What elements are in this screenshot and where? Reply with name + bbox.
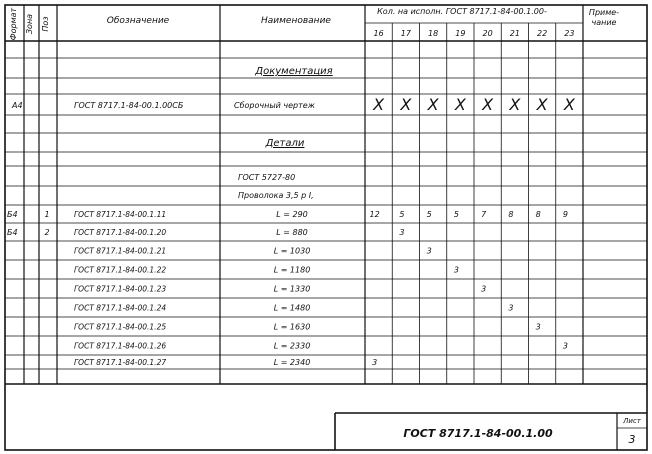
assembly-designation: ГОСТ 8717.1-84-00.1.00СБ bbox=[74, 101, 184, 110]
table-header bbox=[9, 7, 619, 40]
row-quantity: 7 bbox=[481, 210, 487, 219]
assembly-format: А4 bbox=[12, 101, 23, 110]
row-quantity: 8 bbox=[508, 210, 514, 219]
section-documentation: Документация bbox=[255, 66, 333, 77]
row-designation: ГОСТ 8717.1-84-00.1.11 bbox=[74, 210, 167, 219]
table-row bbox=[74, 358, 377, 367]
row-name: L = 1030 bbox=[273, 246, 311, 256]
row-name: L = 1330 bbox=[273, 284, 311, 294]
row-designation: ГОСТ 8717.1-84-00.1.20 bbox=[74, 228, 167, 237]
variant-number-label: 17 bbox=[400, 29, 411, 38]
table-row bbox=[74, 304, 513, 313]
row-quantity: 3 bbox=[372, 358, 378, 367]
variant-number-label: 21 bbox=[509, 29, 520, 38]
row-name: L = 880 bbox=[276, 228, 308, 237]
assembly-x-mark: X bbox=[427, 95, 439, 114]
header-format: Формат bbox=[9, 7, 18, 41]
row-designation: ГОСТ 8717.1-84-00.1.23 bbox=[74, 284, 167, 294]
material-name: Проволока 3,5 p I, bbox=[238, 191, 314, 200]
title-block bbox=[403, 417, 641, 446]
row-quantity: 3 bbox=[481, 284, 487, 294]
row-name: L = 2330 bbox=[273, 341, 311, 351]
row-designation: ГОСТ 8717.1-84-00.1.26 bbox=[74, 341, 167, 351]
header-zone: Зона bbox=[25, 13, 34, 35]
variant-number-label: 18 bbox=[428, 29, 439, 38]
header-designation: Обозначение bbox=[106, 16, 170, 26]
assembly-drawing-row bbox=[11, 95, 576, 114]
row-quantity: 3 bbox=[535, 322, 541, 332]
row-quantity: 3 bbox=[453, 265, 459, 275]
material-standard: ГОСТ 5727-80 bbox=[238, 173, 296, 182]
header-note-line1: Приме- bbox=[588, 8, 620, 17]
assembly-x-mark: X bbox=[536, 95, 548, 114]
variant-number-label: 20 bbox=[482, 29, 493, 38]
assembly-x-mark: X bbox=[373, 95, 385, 114]
row-quantity: 3 bbox=[508, 303, 514, 313]
table-row bbox=[74, 247, 432, 256]
assembly-name: Сборочный чертеж bbox=[234, 101, 315, 110]
row-name: L = 2340 bbox=[273, 358, 311, 367]
table-row bbox=[7, 210, 568, 219]
variant-number-label: 16 bbox=[373, 29, 384, 38]
section-details: Детали bbox=[265, 138, 305, 149]
row-designation: ГОСТ 8717.1-84-00.1.24 bbox=[74, 303, 167, 313]
row-quantity: 3 bbox=[426, 246, 432, 256]
table-row bbox=[74, 342, 568, 351]
row-quantity: 8 bbox=[535, 210, 541, 219]
row-quantity: 5 bbox=[453, 210, 459, 219]
row-name: L = 1630 bbox=[273, 322, 311, 332]
variant-number-label: 23 bbox=[564, 29, 575, 38]
document-code: ГОСТ 8717.1-84-00.1.00 bbox=[403, 427, 553, 440]
table-row bbox=[7, 228, 404, 237]
parts-table-body bbox=[7, 210, 568, 367]
assembly-x-mark: X bbox=[400, 95, 412, 114]
row-quantity: 3 bbox=[562, 341, 568, 351]
assembly-x-mark: X bbox=[509, 95, 521, 114]
row-position: 1 bbox=[44, 210, 50, 219]
row-designation: ГОСТ 8717.1-84-00.1.22 bbox=[74, 265, 167, 275]
table-row bbox=[74, 285, 486, 294]
header-note-line2: чание bbox=[591, 18, 617, 27]
header-pos: Поз bbox=[41, 16, 50, 32]
row-quantity: 12 bbox=[369, 210, 380, 219]
header-name: Наименование bbox=[261, 16, 331, 26]
row-designation: ГОСТ 8717.1-84-00.1.25 bbox=[74, 322, 167, 332]
row-quantity: 5 bbox=[399, 210, 405, 219]
row-name: L = 290 bbox=[276, 210, 308, 219]
variant-number-label: 22 bbox=[537, 29, 548, 38]
row-position: 2 bbox=[44, 228, 50, 237]
row-format: Б4 bbox=[7, 210, 18, 219]
variant-number-label: 19 bbox=[455, 29, 466, 38]
row-quantity: 9 bbox=[562, 210, 568, 219]
sheet-number: 3 bbox=[628, 433, 636, 446]
row-designation: ГОСТ 8717.1-84-00.1.21 bbox=[74, 246, 167, 256]
table-row bbox=[74, 323, 541, 332]
header-qty-title: Кол. на исполн. ГОСТ 8717.1-84-00.1.00- bbox=[377, 7, 547, 16]
row-quantity: 3 bbox=[399, 228, 405, 237]
assembly-x-mark: X bbox=[454, 95, 466, 114]
row-format: Б4 bbox=[7, 228, 18, 237]
row-name: L = 1480 bbox=[273, 303, 311, 313]
row-designation: ГОСТ 8717.1-84-00.1.27 bbox=[74, 358, 167, 367]
row-quantity: 5 bbox=[426, 210, 432, 219]
row-name: L = 1180 bbox=[273, 265, 311, 275]
assembly-x-mark: X bbox=[482, 95, 494, 114]
table-row bbox=[74, 266, 459, 275]
assembly-x-mark: X bbox=[563, 95, 575, 114]
sheet-label: Лист bbox=[623, 417, 641, 425]
